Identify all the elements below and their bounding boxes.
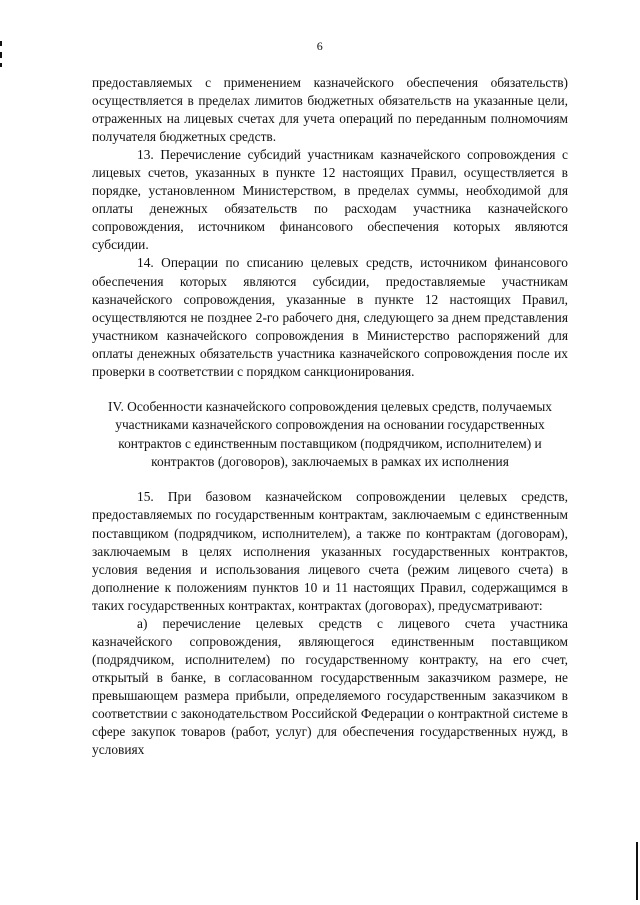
page-number: 6 (316, 39, 324, 53)
document-body (92, 74, 568, 759)
scan-edge-mark (636, 842, 638, 900)
scan-edge-mark (0, 63, 2, 67)
paragraph-13: 13. Перечисление субсидий участникам казначейского сопровождения с лицевых счетов, указанных в пункте 12 настоящих Правил, осуществляется в порядке, установленном Министерством, в пределах суммы, необходимой для оплаты денежных обязательств по расходам участника казначейского сопровождения, источником финансового обеспечения которых являются субсидии. (92, 147, 568, 253)
section-heading: IV. Особенности казначейского сопровождения целевых средств, получаемых участниками казначейского сопровождения на основании государственных контрактов с единственным поставщиком (подрядчиком, исполнителем) и контрактов (договоров), заключаемых в рамках их исполнения (108, 398, 552, 470)
paragraph-15-a: а) перечисление целевых средств с лицевого счета участника казначейского сопровождения, являющегося единственным поставщиком (подрядчиком, исполнителем) по государственному контракту, на его счет, открытый в банке, в согласованном государственным заказчиком размере, не превышающем размера прибыли, определяемого государственным заказчиком в соответствии с законодательством Российской Федерации о контрактной системе в сфере закупок товаров (работ, услуг) для обеспечения государственных нужд, в условиях (92, 615, 568, 758)
paragraph-continuation: предоставляемых с применением казначейского обеспечения обязательств) осуществляется в пределах лимитов бюджетных обязательств на указанные цели, отраженных на лицевых счетах для учета операций по переданным полномочиям получателя бюджетных средств. (92, 75, 568, 145)
paragraph-14: 14. Операции по списанию целевых средств, источником финансового обеспечения которых являются субсидии, предоставляемые участникам казначейского сопровождения, указанные в пункте 12 настоящих Правил, осуществляются не позднее 2-го рабочего дня, следующего за днем представления участником казначейского сопровождения в Министерство распоряжений для оплаты денежных обязательств участника казначейского сопровождения после их проверки в соответствии с порядком санкционирования. (92, 255, 568, 379)
paragraph-15: 15. При базовом казначейском сопровождении целевых средств, предоставляемых по государственным контрактам, заключаемым с единственным поставщиком (подрядчиком, исполнителем), а также по контрактам (договорам), заключаемым в целях исполнения указанных государственных контрактов, условия ведения и использования лицевого счета (режим лицевого счета) в дополнение к положениям пунктов 10 и 11 настоящих Правил, содержащимся в таких государственных контрактах, контрактах (договорах), предусматривают: (92, 489, 568, 613)
